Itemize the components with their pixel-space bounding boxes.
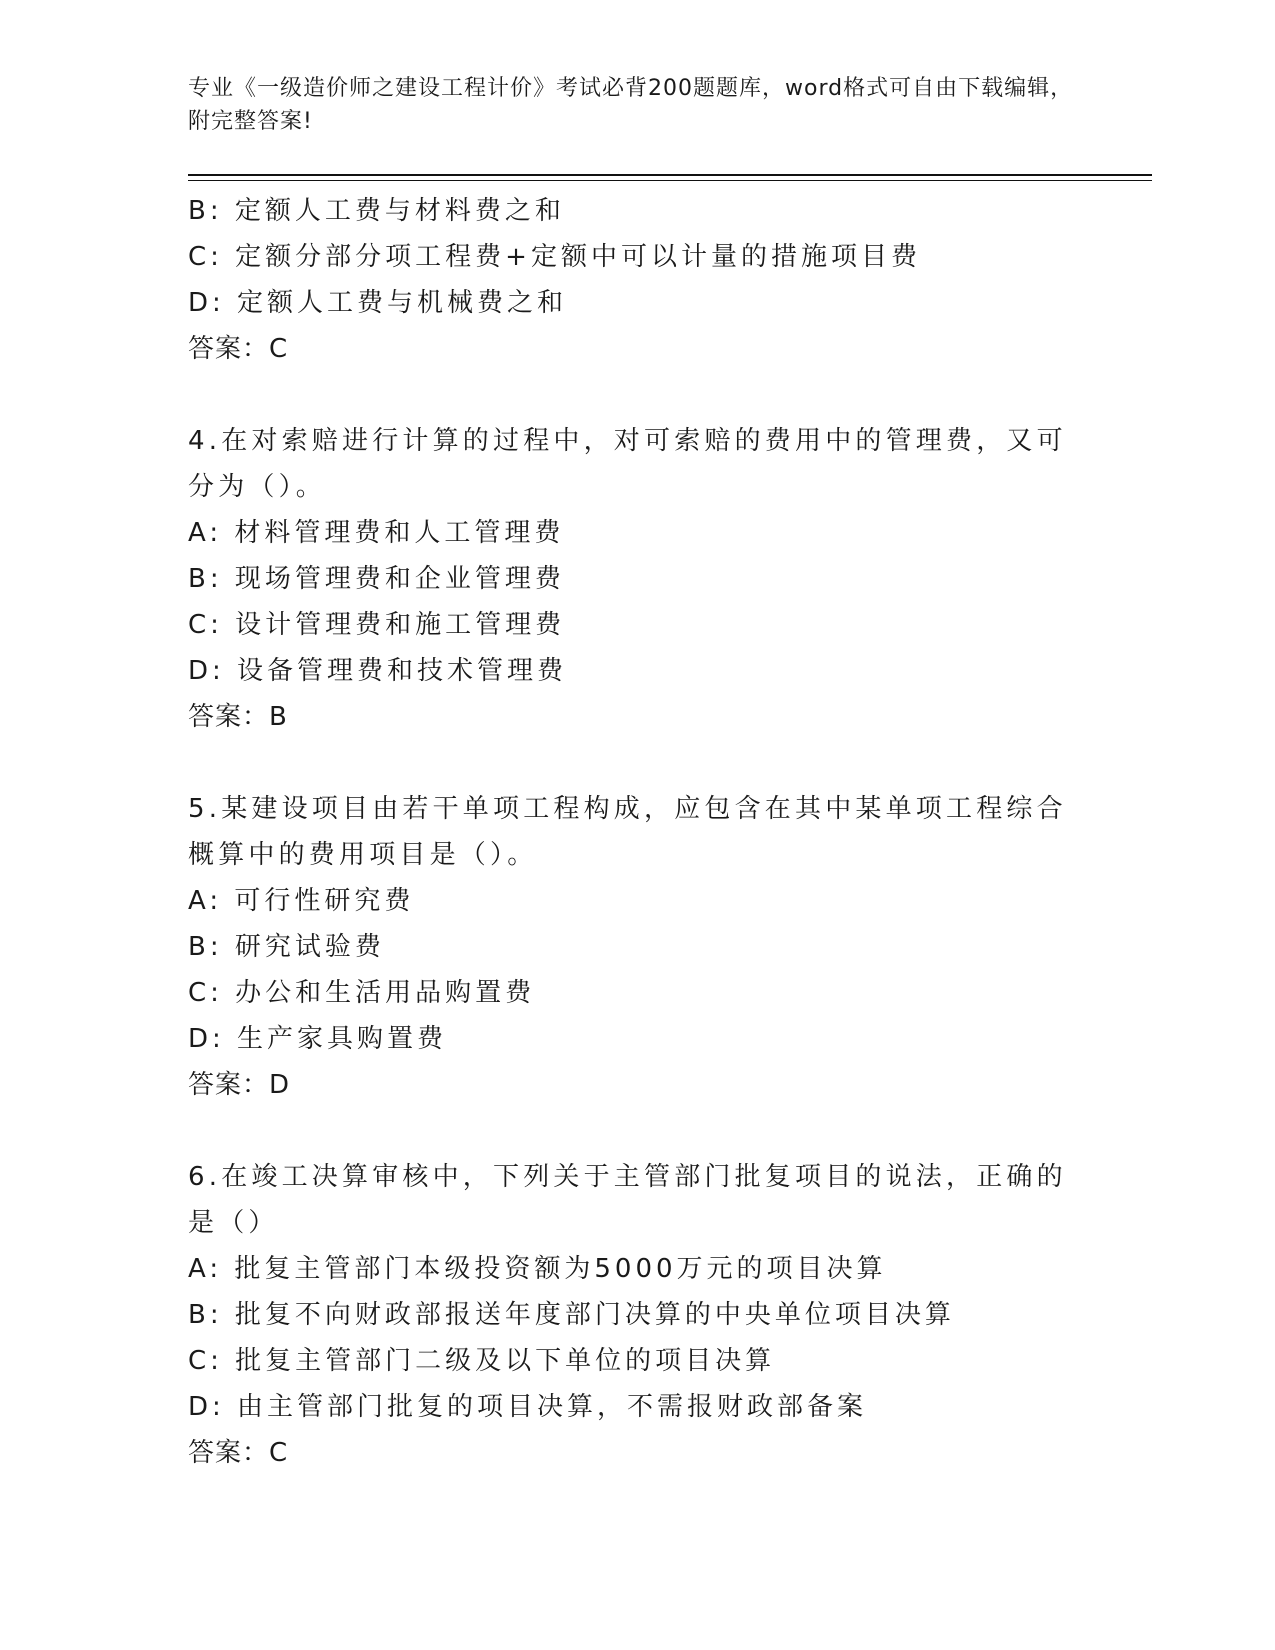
option-a: A: 材料管理费和人工管理费 xyxy=(188,518,565,548)
header-divider-thick xyxy=(188,174,1152,176)
question-stem: 5.某建设项目由若干单项工程构成，应包含在其中某单项工程综合概算中的费用项目是（）。 xyxy=(188,794,1067,870)
question-list xyxy=(188,188,1088,1476)
option-d: D: 生产家具购置费 xyxy=(188,1024,448,1054)
spacer xyxy=(188,1108,1088,1154)
answer-label: 答案：C xyxy=(188,1438,289,1468)
document-header: 专业《一级造价师之建设工程计价》考试必背200题题库，word格式可自由下载编辑，附完整答案! xyxy=(188,76,1074,134)
option-c: C: 办公和生活用品购置费 xyxy=(188,978,536,1008)
question-stem: 4.在对索赔进行计算的过程中，对可索赔的费用中的管理费，又可分为（）。 xyxy=(188,426,1067,502)
option-b: B: 定额人工费与材料费之和 xyxy=(188,196,565,226)
option-a: A: 可行性研究费 xyxy=(188,886,415,916)
question-stem: 6.在竣工决算审核中，下列关于主管部门批复项目的说法，正确的是（） xyxy=(188,1162,1067,1238)
spacer xyxy=(188,740,1088,786)
option-d: D: 设备管理费和技术管理费 xyxy=(188,656,568,686)
option-d: D: 由主管部门批复的项目决算，不需报财政部备案 xyxy=(188,1392,868,1422)
header-divider-thin xyxy=(188,180,1152,181)
question-6 xyxy=(188,1154,1088,1476)
answer-label: 答案：C xyxy=(188,334,289,364)
question-5 xyxy=(188,786,1088,1108)
option-c: C: 批复主管部门二级及以下单位的项目决算 xyxy=(188,1346,776,1376)
answer-label: 答案：B xyxy=(188,702,288,732)
question-3 xyxy=(188,188,1088,372)
option-c: C: 定额分部分项工程费+定额中可以计量的措施项目费 xyxy=(188,242,921,272)
answer-label: 答案：D xyxy=(188,1070,291,1100)
spacer xyxy=(188,372,1088,418)
option-c: C: 设计管理费和施工管理费 xyxy=(188,610,566,640)
option-d: D: 定额人工费与机械费之和 xyxy=(188,288,568,318)
question-4 xyxy=(188,418,1088,740)
option-b: B: 现场管理费和企业管理费 xyxy=(188,564,565,594)
option-b: B: 研究试验费 xyxy=(188,932,385,962)
option-b: B: 批复不向财政部报送年度部门决算的中央单位项目决算 xyxy=(188,1300,955,1330)
option-a: A: 批复主管部门本级投资额为5000万元的项目决算 xyxy=(188,1254,887,1284)
